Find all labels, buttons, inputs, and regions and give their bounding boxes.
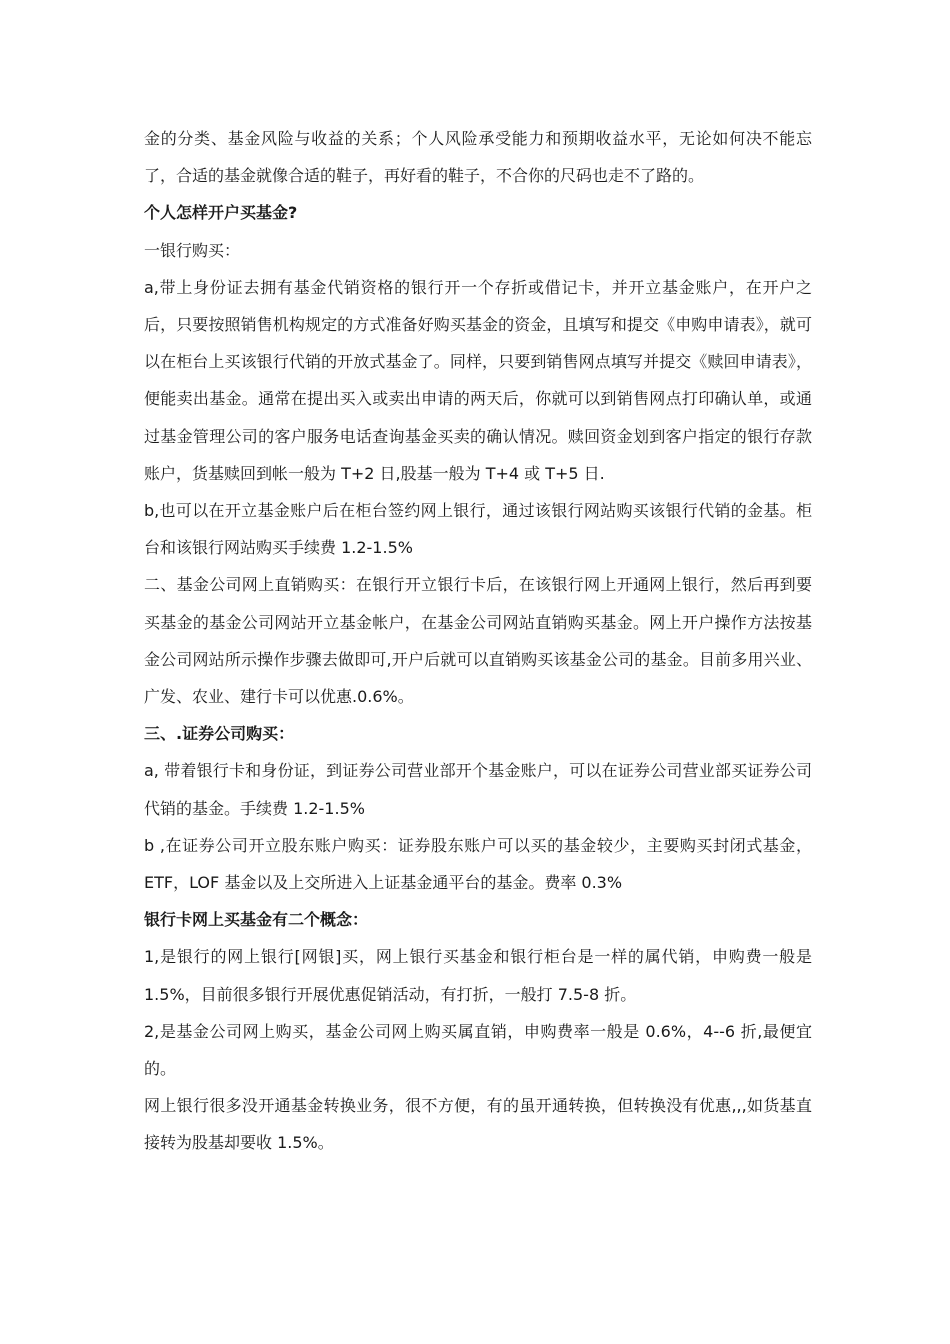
paragraph-intro-continued: 金的分类、基金风险与收益的关系；个人风险承受能力和预期收益水平，无论如何决不能忘了，合适的基金就像合适的鞋子，再好看的鞋子，不合你的尺码也走不了路的。 bbox=[144, 129, 812, 186]
paragraph-concept-one: 1,是银行的网上银行[网银]买，网上银行买基金和银行柜台是一样的属代销，申购费一般是 1.5%，目前很多银行开展优惠促销活动，有打折，一般打 7.5-8 折。 bbox=[144, 947, 812, 1004]
paragraph-bank-counter: a,带上身份证去拥有基金代销资格的银行开一个存折或借记卡，并开立基金账户，在开户之后，只要按照销售机构规定的方式准备好购买基金的资金，且填写和提交《申购申请表》，就可以在柜台上买该银行代销的开放式基金了。同样，只要到销售网点填写并提交《赎回申请表》，便能卖出基金。通常在提出买入或卖出申请的两天后，你就可以到销售网点打印确认单，或通过基金管理公司的客户服务电话查询基金买卖的确认情况。赎回资金划到客户指定的银行存款账户，货基赎回到帐一般为 T+2 日,股基一般为 T+4 或 T+5 日. bbox=[144, 277, 812, 483]
paragraph-fund-company-direct: 二、基金公司网上直销购买：在银行开立银行卡后，在该银行网上开通网上银行，然后再到要买基金的基金公司网站开立基金帐户，在基金公司网站直销购买基金。网上开户操作方法按基金公司网站所示操作步骤去做即可,开户后就可以直销购买该基金公司的基金。目前多用兴业、广发、农业、建行卡可以优惠.0.6%。 bbox=[144, 575, 812, 707]
paragraph-conversion-note: 网上银行很多没开通基金转换业务，很不方便，有的虽开通转换，但转换没有优惠,,,如货基直接转为股基却要收 1.5%。 bbox=[144, 1096, 812, 1153]
document-body bbox=[144, 120, 812, 1162]
heading-bank-card-online: 银行卡网上买基金有二个概念： bbox=[144, 910, 369, 930]
paragraph-bank-online: b,也可以在开立基金账户后在柜台签约网上银行，通过该银行网站购买该银行代销的金基。柜台和该银行网站购买手续费 1.2-1.5% bbox=[144, 501, 812, 558]
paragraph-concept-two: 2,是基金公司网上购买，基金公司网上购买属直销，申购费率一般是 0.6%，4--6 折,最便宜的。 bbox=[144, 1021, 812, 1079]
heading-how-to-open-account: 个人怎样开户买基金? bbox=[144, 203, 298, 223]
paragraph-securities-fund-account: a, 带着银行卡和身份证，到证券公司营业部开个基金账户，可以在证券公司营业部买证券公司代销的基金。手续费 1.2-1.5% bbox=[144, 761, 812, 818]
paragraph-securities-shareholder-account: b ,在证券公司开立股东账户购买：证券股东账户可以买的基金较少，主要购买封闭式基金，ETF，LOF 基金以及上交所进入上证基金通平台的基金。费率 0.3% bbox=[144, 835, 812, 893]
subheading-bank-purchase: 一银行购买： bbox=[144, 240, 241, 260]
heading-securities-company: 三、.证券公司购买： bbox=[144, 724, 295, 744]
